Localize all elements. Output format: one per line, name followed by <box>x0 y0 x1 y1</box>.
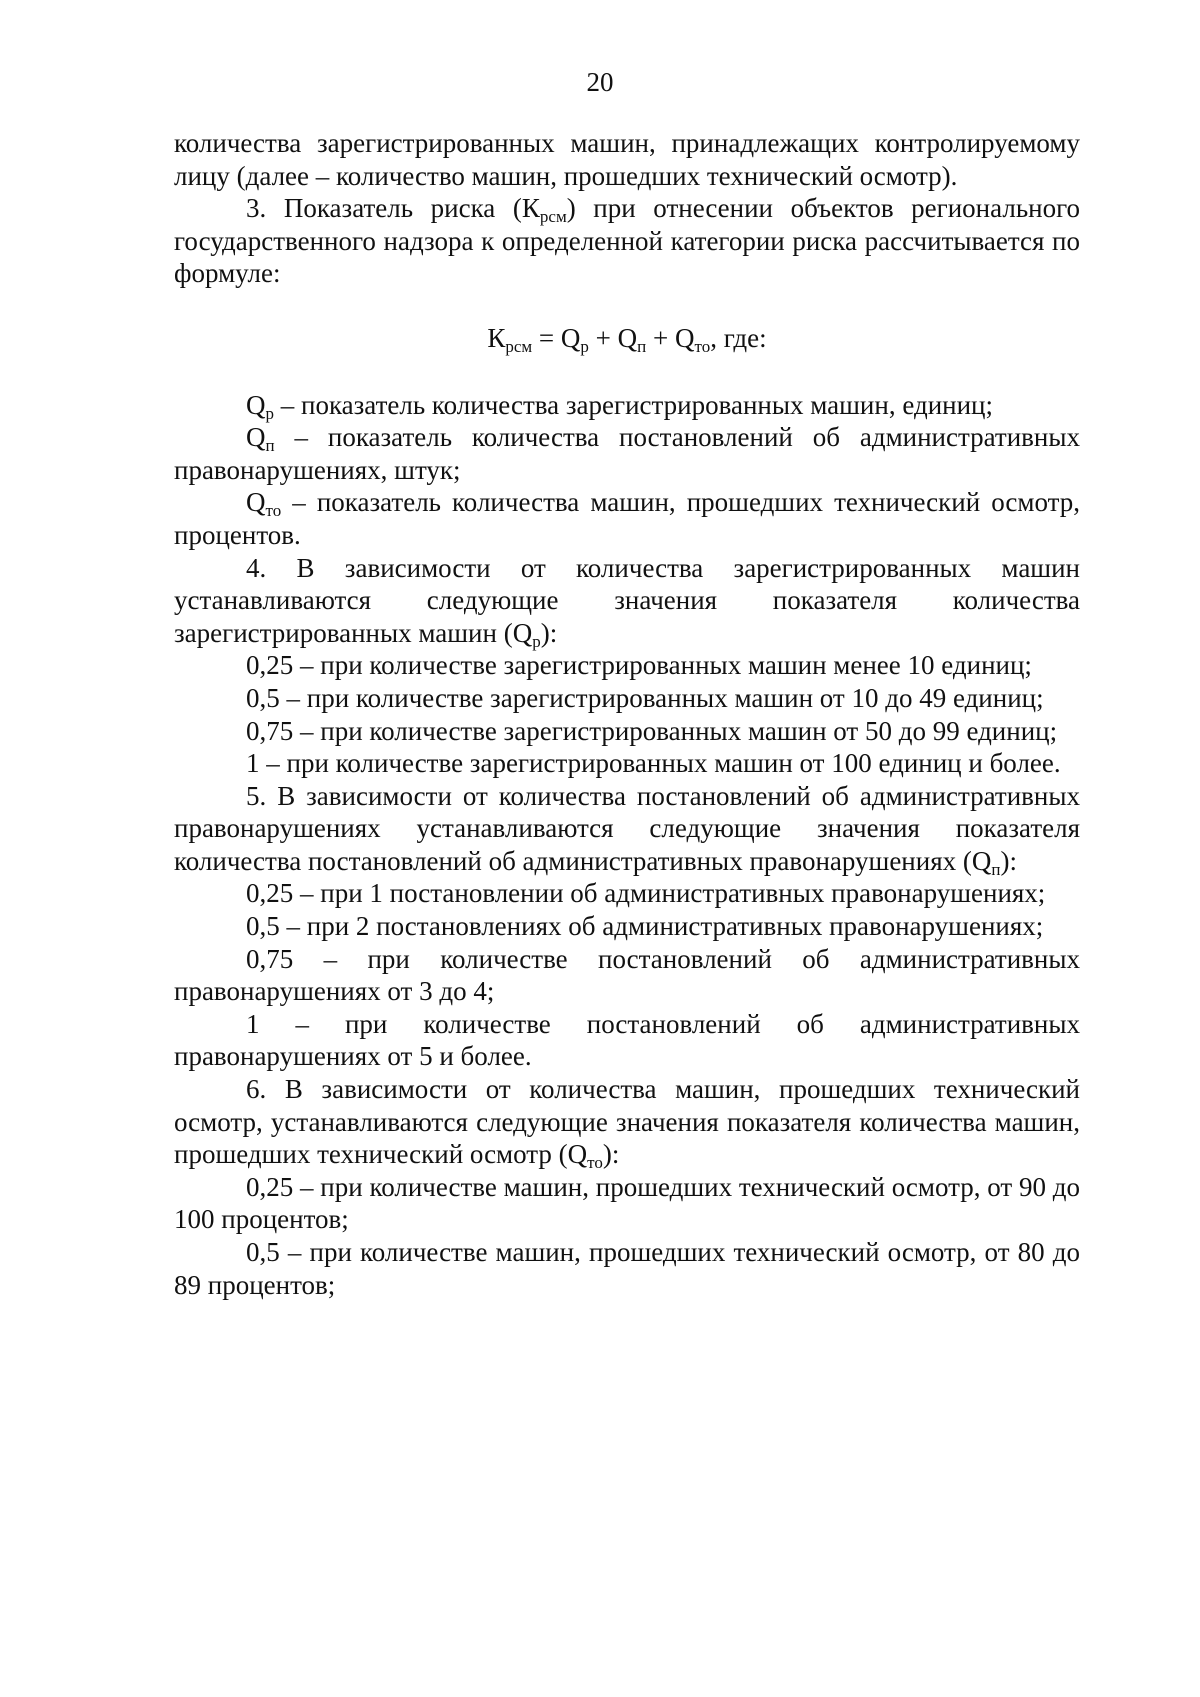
section-6-symbol: Q <box>567 1139 588 1170</box>
section-4-item: 0,25 – при количестве зарегистрированных машин менее 10 единиц; <box>246 650 1032 681</box>
paragraph-3-start: 3. Показатель риска ( <box>246 193 522 224</box>
definition-symbol: Q <box>246 422 266 453</box>
definition-text: – показатель количества машин, прошедших технический осмотр, процентов. <box>174 487 1080 550</box>
formula-eq: = <box>532 322 561 353</box>
formula-k: К <box>487 322 506 353</box>
section-6-intro <box>174 1073 1080 1171</box>
section-4-intro <box>174 552 1080 650</box>
formula-k-sub: рсм <box>505 336 533 356</box>
definition-symbol: Q <box>246 389 266 420</box>
formula-tail: , где: <box>710 322 767 353</box>
formula <box>174 322 1080 355</box>
definition-symbol-sub: р <box>265 403 274 423</box>
section-6-symbol-sub: то <box>587 1153 603 1173</box>
definition-symbol: Q <box>246 487 266 518</box>
definition-text: – показатель количества постановлений об административных правонарушениях, штук; <box>174 422 1080 485</box>
section-5-symbol: Q <box>971 845 992 876</box>
section-4-intro-end: ): <box>540 617 558 648</box>
paragraph-3-end: ) при отнесении объектов регионального государственного надзора к определенной категории риска рассчитывается по формуле: <box>174 193 1080 289</box>
section-4-item: 1 – при количестве зарегистрированных машин от 100 единиц и более. <box>246 748 1061 779</box>
formula-qn: Q <box>617 322 638 353</box>
document-body <box>174 127 1080 1301</box>
definition-qp <box>174 389 1080 422</box>
definition-qn <box>174 421 1080 486</box>
section-5-item: 0,25 – при 1 постановлении об административных правонарушениях; <box>246 878 1046 909</box>
paragraph-continuation: количества зарегистрированных машин, принадлежащих контролируемому лицу (далее – количество машин, прошедших технический осмотр). <box>174 128 1080 191</box>
section-5-item: 0,5 – при 2 постановлениях об административных правонарушениях; <box>246 911 1044 942</box>
formula-qto-sub: то <box>694 336 711 356</box>
formula-qp: Q <box>560 322 581 353</box>
section-5-item: 1 – при количестве постановлений об административных правонарушениях от 5 и более. <box>174 1008 1080 1072</box>
section-6-item: 0,5 – при количестве машин, прошедших технический осмотр, от 80 до 89 процентов; <box>174 1237 1080 1300</box>
formula-plus: + <box>646 322 675 353</box>
risk-symbol-sub: рсм <box>539 207 567 227</box>
section-4-symbol: Q <box>512 617 533 648</box>
definition-text: – показатель количества зарегистрированных машин, единиц; <box>274 389 993 420</box>
section-4-item: 0,5 – при количестве зарегистрированных машин от 10 до 49 единиц; <box>246 682 1044 713</box>
section-5-item: 0,75 – при количестве постановлений об административных правонарушениях от 3 до 4; <box>174 943 1080 1007</box>
formula-qn-sub: п <box>637 336 647 356</box>
section-5-intro-end: ): <box>1000 845 1017 876</box>
section-4-intro-text: 4. В зависимости от количества зарегистрированных машин устанавливаются следующие значения показателя количества зарегистрированных машин ( <box>174 552 1080 648</box>
section-4-item: 0,75 – при количестве зарегистрированных машин от 50 до 99 единиц; <box>246 715 1058 746</box>
formula-qp-sub: р <box>580 336 589 356</box>
formula-plus: + <box>588 322 618 353</box>
section-6-intro-text: 6. В зависимости от количества машин, прошедших технический осмотр, устанавливаются следующие значения показателя количества машин, прошедших технический осмотр ( <box>174 1074 1080 1170</box>
section-6-intro-end: ): <box>602 1139 620 1170</box>
definition-symbol-sub: п <box>265 436 275 456</box>
page-number: 20 <box>586 67 614 97</box>
risk-symbol: К <box>521 193 540 224</box>
section-6-item: 0,25 – при количестве машин, прошедших технический осмотр, от 90 до 100 процентов; <box>174 1171 1080 1235</box>
section-5-intro-text: 5. В зависимости от количества постановлений об административных правонарушениях устанавливаются следующие значения показателя количества постановлений об административных правонарушениях ( <box>174 780 1080 876</box>
paragraph-3 <box>174 192 1080 290</box>
section-4-symbol-sub: р <box>532 631 541 651</box>
section-5-intro <box>174 780 1080 878</box>
section-5-symbol-sub: п <box>991 859 1001 879</box>
definition-qto <box>174 486 1080 551</box>
definition-symbol-sub: то <box>265 501 282 521</box>
formula-qto: Q <box>674 322 695 353</box>
